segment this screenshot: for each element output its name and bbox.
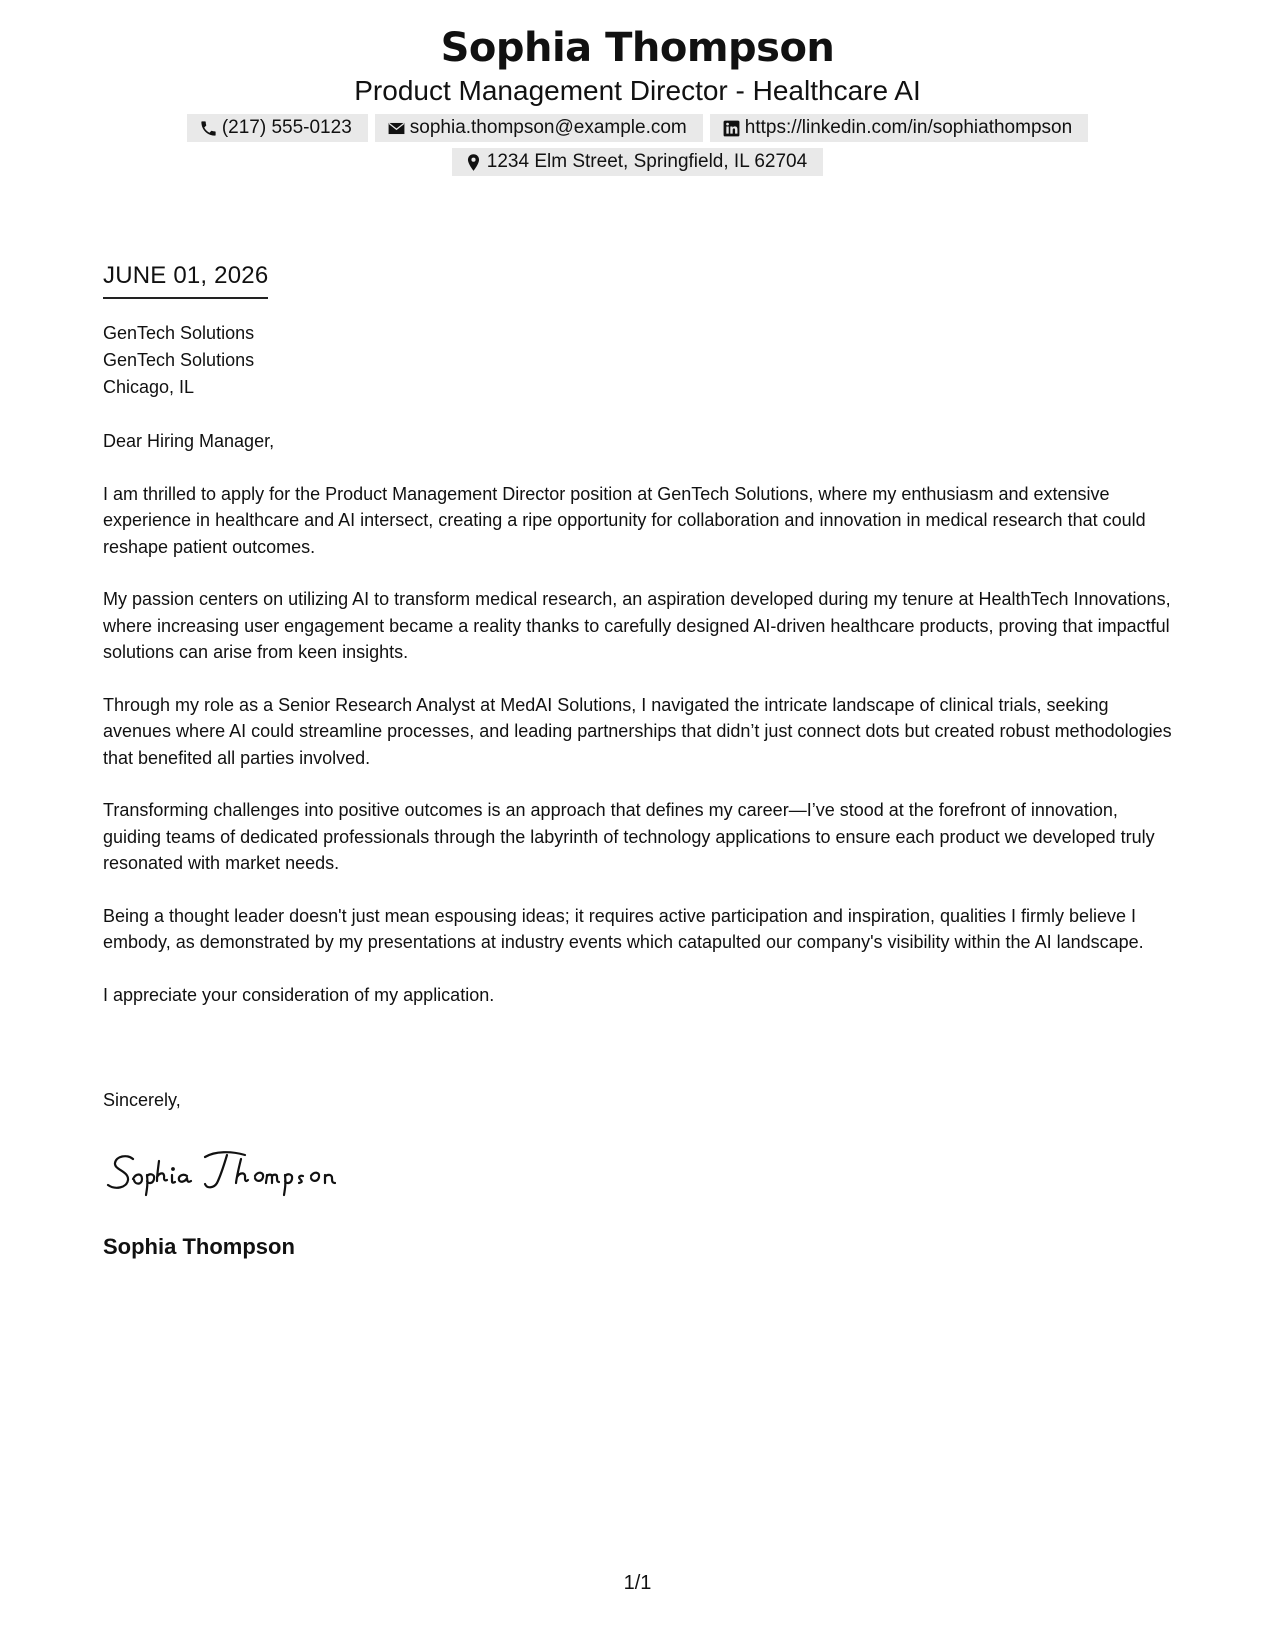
email-chip: [375, 114, 703, 142]
body-paragraph: Through my role as a Senior Research Analyst at MedAI Solutions, I navigated the intricate landscape of clinical trials, seeking avenues where AI could streamline processes, and leading partnerships that didn’t just connect dots but created robust methodologies that benefited all parties involved.: [103, 694, 1172, 768]
contact-row: [0, 114, 1275, 142]
applicant-role: Product Management Director - Healthcare AI: [354, 75, 921, 106]
recipient-line: Chicago, IL: [103, 377, 195, 397]
applicant-name: Sophia Thompson: [440, 25, 835, 71]
linkedin-icon: [722, 119, 741, 138]
linkedin-chip: [710, 114, 1088, 142]
phone-chip: [187, 114, 368, 142]
address-text: 1234 Elm Street, Springfield, IL 62704: [486, 151, 808, 172]
body-paragraph: My passion centers on utilizing AI to transform medical research, an aspiration developed during my tenure at HealthTech Innovations, where increasing user engagement became a reality thanks to carefully designed AI-driven healthcare products, proving that impactful solutions can arise from keen insights.: [103, 589, 1171, 662]
contact-row-2: [0, 148, 1275, 176]
address-chip: [452, 148, 823, 176]
closing: Sincerely,: [103, 1090, 181, 1110]
recipient-block: [103, 320, 254, 401]
phone-text: (217) 555-0123: [221, 117, 352, 138]
linkedin-text: https://linkedin.com/in/sophiathompson: [744, 117, 1073, 138]
body-paragraph: Being a thought leader doesn't just mean espousing ideas; it requires active participation and inspiration, qualities I firmly believe I embody, as demonstrated by my presentations at industry events which catapulted our company's visibility within the AI landscape.: [103, 905, 1144, 952]
map-pin-icon: [464, 153, 483, 172]
email-text: sophia.thompson@example.com: [409, 117, 687, 138]
handwritten-signature: [103, 1145, 363, 1201]
salutation: Dear Hiring Manager,: [103, 431, 275, 451]
letter-date: JUNE 01, 2026: [103, 261, 268, 299]
body-paragraph: I am thrilled to apply for the Product Management Director position at GenTech Solutions, where my enthusiasm and extensive experience in healthcare and AI intersect, creating a ripe opportunity for collaboration and innovation in medical research that could reshape patient outcomes.: [103, 483, 1146, 557]
letter-header: [0, 22, 1275, 176]
body-paragraph: I appreciate your consideration of my application.: [103, 984, 495, 1005]
phone-icon: [199, 119, 218, 138]
letter-body: [103, 428, 1178, 1034]
recipient-line: GenTech Solutions: [103, 350, 255, 370]
page-number: 1/1: [623, 1572, 652, 1594]
body-paragraph: Transforming challenges into positive outcomes is an approach that defines my career—I’ve stood at the forefront of innovation, guiding teams of dedicated professionals through the labyrinth of technology applications to ensure each product we developed truly resonated with market needs.: [103, 800, 1155, 873]
signer-name: Sophia Thompson: [103, 1234, 295, 1259]
recipient-line: GenTech Solutions: [103, 323, 255, 343]
envelope-icon: [387, 119, 406, 138]
